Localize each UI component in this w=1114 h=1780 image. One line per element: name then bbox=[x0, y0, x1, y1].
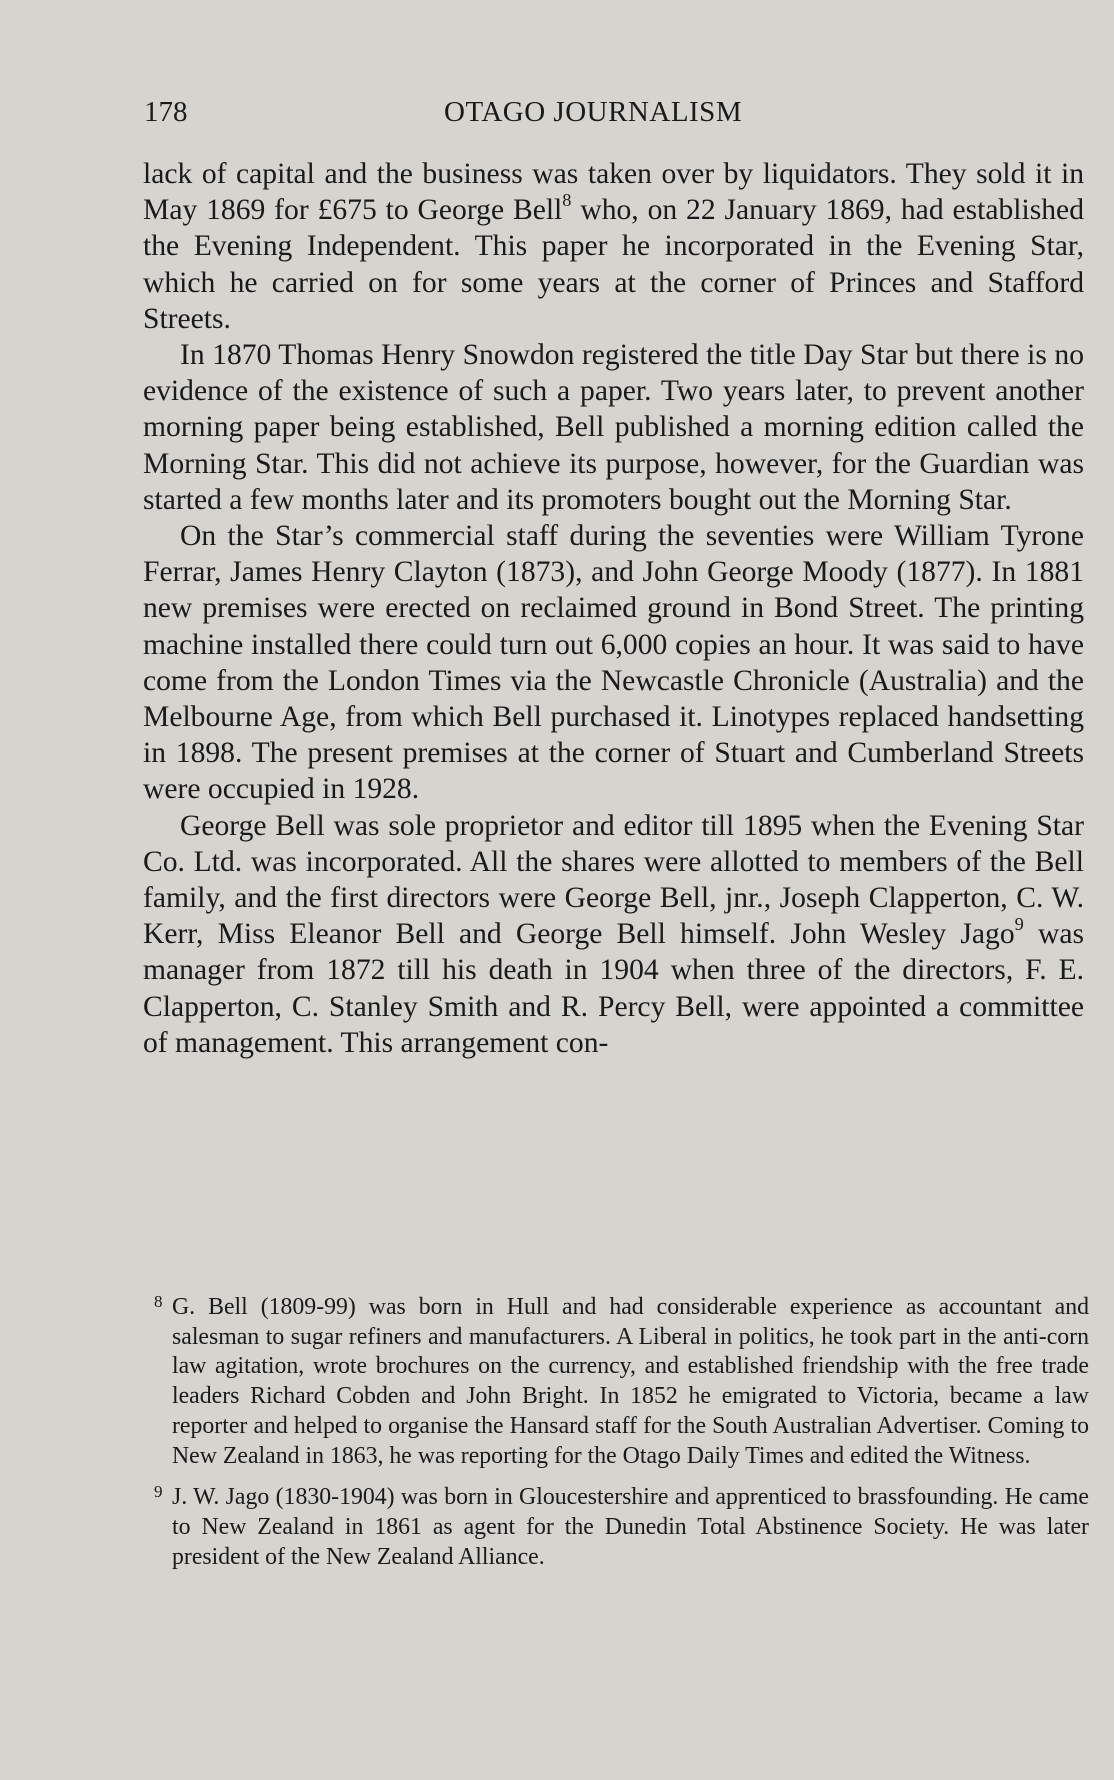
paragraph-4-text-a: George Bell was sole proprietor and editor till 1895 when the Evening Star Co. Ltd. was incorporated. All the shares were allotted to members of the Bell family, and the first directors were George Bell, jnr., Joseph Clapperton, C. W. Kerr, Miss Eleanor Bell and George Bell himself. John Wesley Jago bbox=[143, 809, 1084, 951]
paragraph-2: In 1870 Thomas Henry Snowdon registered the title Day Star but there is no evidence of the existence of such a paper. Two years later, to prevent another morning paper being established, Bell published a morning edition called the Morning Star. This did not achieve its purpose, however, for the Guardian was started a few months later and its promoters bought out the Morning Star. bbox=[143, 339, 1084, 516]
footnote-marker: 9 bbox=[154, 1482, 163, 1502]
footnote-8 bbox=[154, 1292, 1089, 1471]
paragraph-4 bbox=[143, 808, 1084, 1061]
running-title: OTAGO JOURNALISM bbox=[444, 96, 743, 128]
paragraph-1-text-b: who, on 22 January 1869, had established the Evening Independent. This paper he incorporated in the Evening Star, which he carried on for some years at the corner of Princes and Stafford Streets. bbox=[143, 194, 1084, 335]
paragraph-1 bbox=[143, 156, 1084, 337]
paragraph-3: On the Star’s commercial staff during the seventies were William Tyrone Ferrar, James Henry Clayton (1873), and John George Moody (1877). In 1881 new premises were erected on reclaimed ground in Bond Street. The printing machine installed there could turn out 6,000 copies an hour. It was said to have come from the London Times via the Newcastle Chronicle (Australia) and the Melbourne Age, from which Bell purchased it. Linotypes replaced handsetting in 1898. The present premises at the corner of Stuart and Cumberland Streets were occupied in 1928. bbox=[143, 520, 1084, 806]
footnote-9 bbox=[154, 1482, 1089, 1572]
footnote-ref-9: 9 bbox=[1014, 914, 1024, 935]
footnote-marker: 8 bbox=[154, 1292, 163, 1311]
paragraph-4-text-b: was manager from 1872 till his death in 1904 when three of the directors, F. E. Clapperton, C. Stanley Smith and R. Percy Bell, were appointed a committee of management. This arrangement con- bbox=[143, 918, 1084, 1059]
footnote-text: G. Bell (1809-99) was born in Hull and had considerable experience as accountant and salesman to sugar refiners and manufacturers. A Liberal in politics, he took part in the anti-corn law agitation, wrote brochures on the currency, and established friendship with the free trade leaders Richard Cobden and John Bright. In 1852 he emigrated to Victoria, became a law reporter and helped to organise the Hansard staff for the South Australian Advertiser. Coming to New Zealand in 1863, he was reporting for the Otago Daily Times and edited the Witness. bbox=[172, 1294, 1089, 1469]
paragraph-1-text-a: lack of capital and the business was taken over by liquidators. They sold it in May 1869 for £675 to George Bell bbox=[143, 158, 1084, 227]
page-number: 178 bbox=[144, 96, 188, 128]
body-text bbox=[143, 156, 1084, 1061]
footnote-ref-8: 8 bbox=[562, 190, 572, 211]
footnote-text: J. W. Jago (1830-1904) was born in Gloucestershire and apprenticed to brassfounding. He came to New Zealand in 1861 as agent for the Dunedin Total Abstinence Society. He was later president of the New Zealand Alliance. bbox=[172, 1484, 1089, 1570]
footnotes bbox=[154, 1292, 1089, 1584]
page-header bbox=[144, 96, 1084, 136]
